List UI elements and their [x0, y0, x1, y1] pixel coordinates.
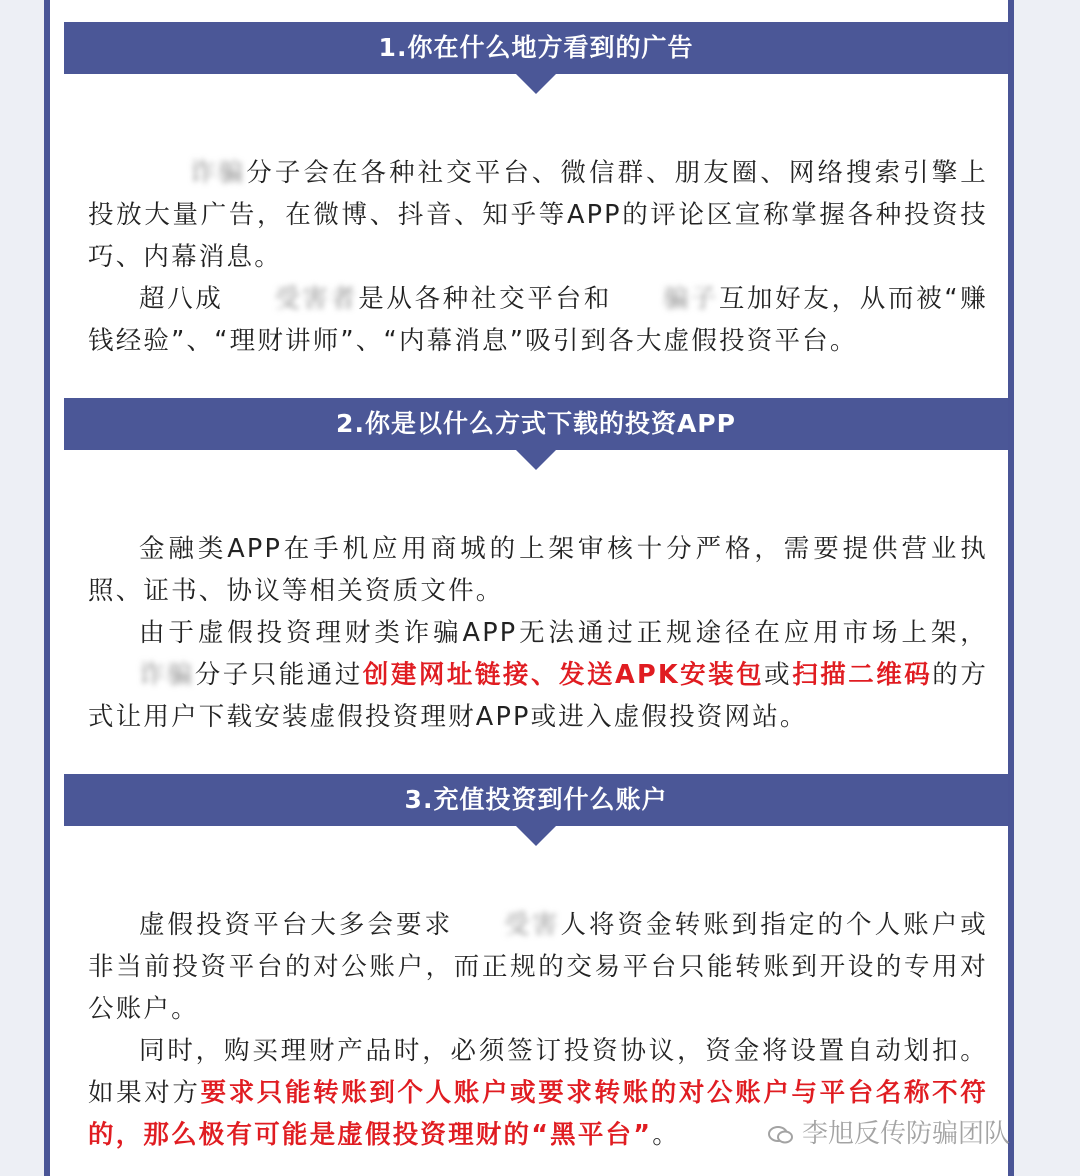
section-1-paragraph-2	[88, 278, 988, 362]
paragraph-text: 虚假投资平台大多会要求	[139, 910, 454, 940]
section-2-paragraph-2	[88, 612, 988, 738]
wechat-icon	[768, 1116, 794, 1134]
paragraph-text: 人将资金转账到指定的个人账户或非当前投资平台的对公账户，而正规的交易平台只能转账到开设的专用对公账户。	[88, 910, 988, 1024]
section-1-banner	[64, 22, 1008, 74]
banner-pointer	[515, 449, 557, 470]
blurred-text: 受害	[504, 910, 560, 940]
watermark	[768, 1114, 1010, 1154]
paragraph-text: 分子会在各种社交平台、微信群、朋友圈、网络搜索引擎上投放大量广告，在微博、抖音、知乎等APP的评论区宣称掌握各种投资技巧、内幕消息。	[88, 158, 988, 272]
highlight-text: 扫描二维码	[792, 660, 933, 690]
section-2-title: 2.你是以什么方式下载的投资APP	[336, 409, 736, 438]
blurred-text: 骗子	[662, 284, 719, 314]
paragraph-text: 由于虚假投资理财类诈骗APP无法通过正规途径在应用市场上架，	[139, 618, 988, 648]
blurred-text: 受害者	[274, 284, 358, 314]
paragraph-text: 或	[764, 660, 793, 690]
banner-pointer	[515, 825, 557, 846]
banner-pointer	[515, 73, 557, 94]
section-1-body	[88, 152, 988, 362]
blurred-text: 诈骗	[139, 660, 195, 690]
paragraph-text: 超八成	[139, 284, 224, 314]
section-2-body	[88, 528, 988, 738]
section-2-banner	[64, 398, 1008, 450]
paragraph-text: 是从各种社交平台和	[357, 284, 612, 314]
section-1-title: 1.你在什么地方看到的广告	[378, 33, 694, 62]
highlight-text: 创建网址链接、发送APK安装包	[362, 660, 765, 690]
paragraph-text: 同时，购买理财产品时，必须签订投资协议，资金将设置自动划扣。如果对方	[88, 1036, 988, 1108]
section-3-title: 3.充值投资到什么账户	[404, 785, 668, 814]
paragraph-text: 互加好友，从而被“赚钱经验”、“理财讲师”、“内幕消息”吸引到各大虚假投资平台。	[88, 284, 988, 356]
blurred-text: 诈骗	[190, 158, 246, 188]
section-3-banner	[64, 774, 1008, 826]
section-2-paragraph-1	[88, 528, 988, 612]
section-3-paragraph-1	[88, 904, 988, 1030]
section-1-paragraph-1	[88, 152, 988, 278]
paragraph-text: 分子只能通过	[194, 660, 363, 690]
paragraph-text: 的方式让用户下载安装虚假投资理财APP或进入虚假投资网站。	[88, 660, 989, 732]
highlight-text: 要求只能转账到个人账户或要求转账的对公账户与平台名称不符的，那么极有可能是虚假投资理财的“黑平台”	[88, 1078, 988, 1150]
paragraph-text: 。	[652, 1120, 680, 1150]
watermark-text: 李旭反传防骗团队	[802, 1119, 1011, 1149]
paragraph-text: 金融类APP在手机应用商城的上架审核十分严格，需要提供营业执照、证书、协议等相关资质文件。	[88, 534, 988, 606]
